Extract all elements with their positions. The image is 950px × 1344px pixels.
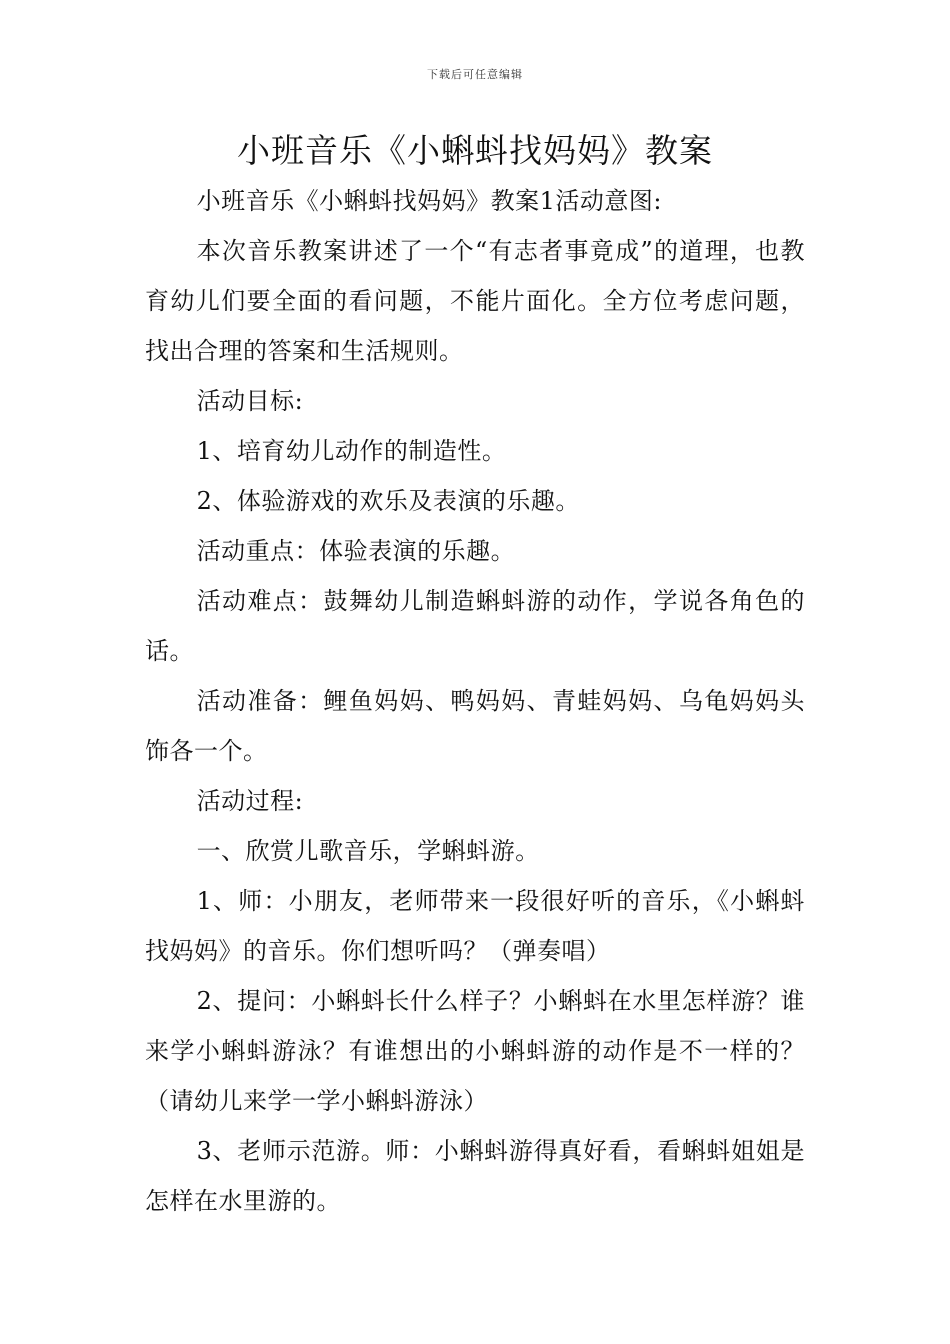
paragraph-difficulty: 活动难点：鼓舞幼儿制造蝌蚪游的动作，学说各角色的话。 — [145, 587, 805, 665]
paragraph-intent-heading: 小班音乐《小蝌蚪找妈妈》教案1活动意图: — [196, 187, 662, 215]
paragraph-step-one: 一、欣赏儿歌音乐，学蝌蚪游。 — [196, 837, 540, 865]
header-note: 下载后可任意编辑 — [427, 68, 523, 81]
paragraph-step-1: 1、师：小朋友，老师带来一段很好听的音乐，《小蝌蚪找妈妈》的音乐。你们想听吗？（弹奏唱） — [145, 887, 805, 965]
paragraph-process-heading: 活动过程: — [196, 787, 304, 815]
document-body — [145, 176, 805, 1226]
paragraph-goals-heading: 活动目标: — [196, 387, 304, 415]
paragraph-goal-2: 2、体验游戏的欢乐及表演的乐趣。 — [196, 487, 580, 515]
paragraph-step-3: 3、老师示范游。师：小蝌蚪游得真好看，看蝌蚪姐姐是怎样在水里游的。 — [145, 1137, 805, 1215]
paragraph-preparation: 活动准备：鲤鱼妈妈、鸭妈妈、青蛙妈妈、乌龟妈妈头饰各一个。 — [145, 687, 805, 765]
paragraph-intent: 本次音乐教案讲述了一个“有志者事竟成”的道理，也教育幼儿们要全面的看问题，不能片面化。全方位考虑问题，找出合理的答案和生活规则。 — [145, 237, 805, 365]
paragraph-step-2: 2、提问：小蝌蚪长什么样子？小蝌蚪在水里怎样游？谁来学小蝌蚪游泳？有谁想出的小蝌蚪游的动作是不一样的？（请幼儿来学一学小蝌蚪游泳） — [145, 987, 805, 1115]
paragraph-focus: 活动重点：体验表演的乐趣。 — [196, 537, 516, 565]
document-title: 小班音乐《小蝌蚪找妈妈》教案 — [237, 131, 713, 170]
paragraph-goal-1: 1、培育幼儿动作的制造性。 — [196, 437, 507, 465]
